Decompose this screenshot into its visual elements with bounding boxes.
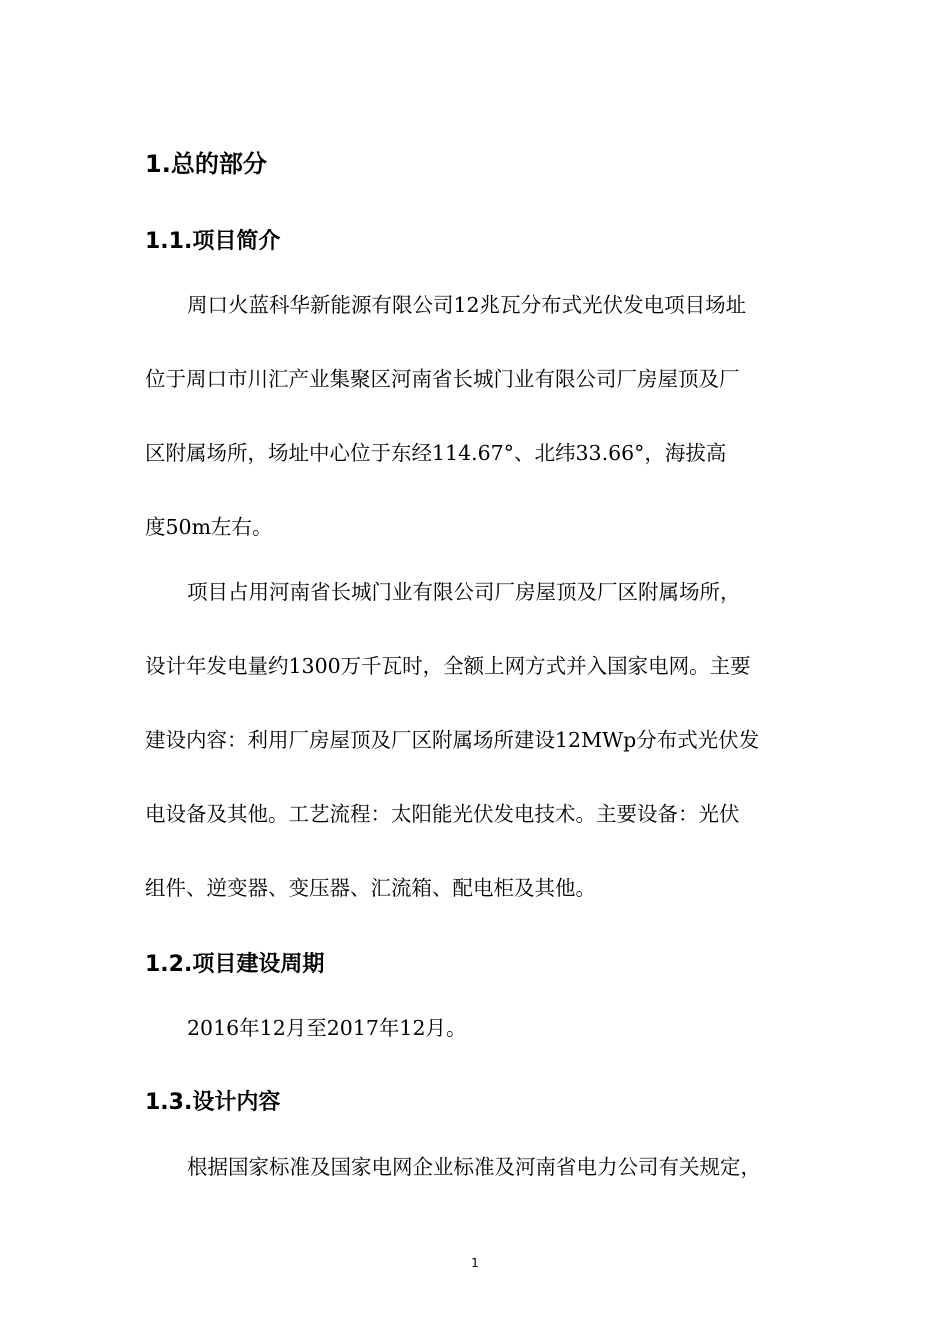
design-paragraph [145,1130,810,1204]
paragraph-line: 项目占用河南省长城门业有限公司厂房屋顶及厂区附属场所， [187,580,741,604]
paragraph-line: 周口火蓝科华新能源有限公司12兆瓦分布式光伏发电项目场址 [187,293,747,317]
section-heading-1-1: 1.1.项目简介 [145,229,281,254]
paragraph-line: 区附属场所，场址中心位于东经114.67°、北纬33.66°，海拔高 [145,441,727,465]
intro-paragraph-2 [145,555,810,925]
section-heading-1-3: 1.3.设计内容 [145,1090,281,1115]
section-heading-1: 1.总的部分 [145,150,267,178]
paragraph-line: 电设备及其他。工艺流程：太阳能光伏发电技术。主要设备：光伏 [145,802,740,826]
paragraph-line: 建设内容：利用厂房屋顶及厂区附属场所建设12MWp分布式光伏发 [145,728,760,752]
paragraph-line: 位于周口市川汇产业集聚区河南省长城门业有限公司厂房屋顶及厂 [145,367,740,391]
paragraph-line: 2016年12月至2017年12月。 [187,1016,467,1040]
page-number: 1 [471,1256,479,1270]
intro-paragraph-1 [145,268,810,564]
paragraph-line: 设计年发电量约1300万千瓦时，全额上网方式并入国家电网。主要 [145,654,751,678]
paragraph-line: 度50m左右。 [145,515,273,539]
section-heading-1-2: 1.2.项目建设周期 [145,952,325,977]
period-paragraph [145,991,810,1065]
paragraph-line: 组件、逆变器、变压器、汇流箱、配电柜及其他。 [145,876,596,900]
paragraph-line: 根据国家标准及国家电网企业标准及河南省电力公司有关规定， [187,1155,761,1179]
